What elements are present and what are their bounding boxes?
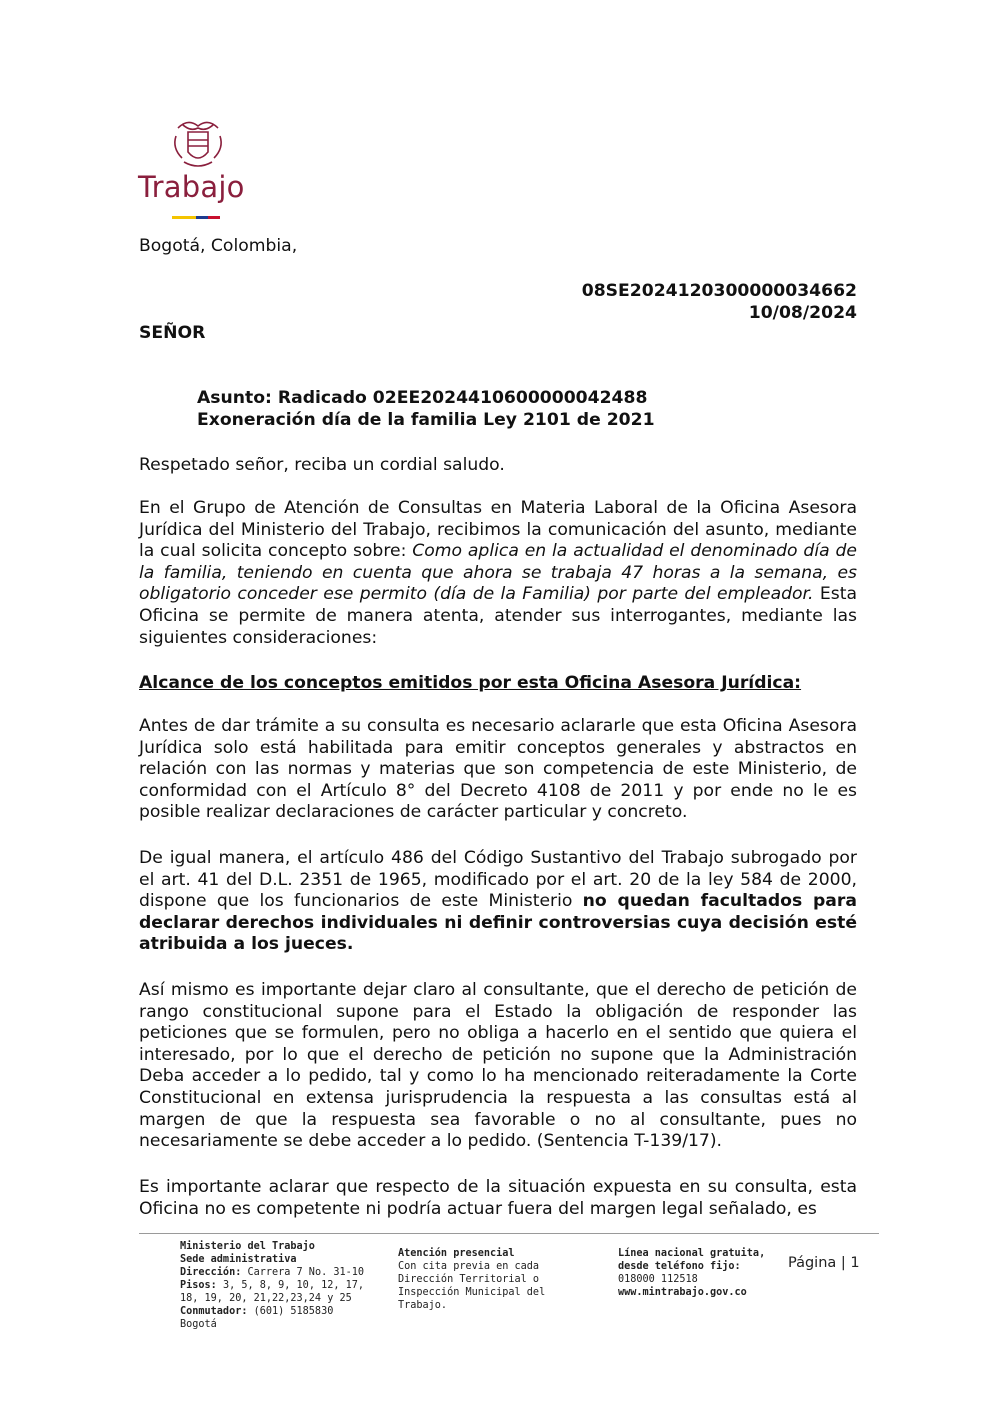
radicado-block xyxy=(582,281,857,324)
paragraph-normal-text: De igual manera, el artículo 486 del Código Sustantivo del Trabajo subrogado por el art. 41 del D.L. 2351 de 1965, modificado por el art. 20 de la ley 584 de 2000, dispone que los funcionarios de este Ministerio xyxy=(139,848,857,912)
paragraph-closing: Esta Oficina se permite de manera atenta, atender sus interrogantes, mediante las siguientes consideraciones: xyxy=(139,584,857,648)
conmutador-value: (601) 5185830 xyxy=(247,1306,334,1317)
hotline-title: Línea nacional gratuita, desde teléfono fijo: xyxy=(618,1248,766,1272)
footer-ministry: Ministerio del Trabajo xyxy=(180,1241,315,1252)
subject-block xyxy=(197,388,655,431)
footer-direccion xyxy=(180,1266,385,1279)
flag-stripe xyxy=(172,216,220,219)
recipient: SEÑOR xyxy=(139,323,206,343)
page-number: Página | 1 xyxy=(788,1255,860,1271)
paragraph-competence: Es importante aclarar que respecto de la situación expuesta en su consulta, esta Oficina no es competente ni podría actuar fuera del margen legal señalado, es xyxy=(139,1177,857,1219)
pisos-label: Pisos: xyxy=(180,1280,217,1291)
website-link[interactable]: www.mintrabajo.gov.co xyxy=(618,1287,747,1298)
subject-line-1: Asunto: Radicado 02EE2024410600000042488 xyxy=(197,388,648,408)
section-title: Alcance de los conceptos emitidos por esta Oficina Asesora Jurídica: xyxy=(139,673,802,693)
footer-contact xyxy=(618,1247,778,1299)
direccion-value: Carrera 7 No. 31-10 xyxy=(241,1267,365,1278)
subject-line-2: Exoneración día de la familia Ley 2101 de 2021 xyxy=(197,409,655,430)
footer-conmutador xyxy=(180,1305,385,1318)
footer-pisos xyxy=(180,1279,385,1305)
city-line: Bogotá, Colombia, xyxy=(139,236,298,256)
footer-divider xyxy=(139,1233,879,1234)
paragraph-bold-text: no quedan facultados para declarar derechos individuales ni definir controversias cuya decisión esté atribuida a los jueces. xyxy=(139,891,857,955)
paragraph-intro: En el Grupo de Atención de Consultas en Materia Laboral de la Oficina Asesora Jurídica del Ministerio del Trabajo, recibimos la comunicación del asunto, mediante la cual solicita concepto sobre: xyxy=(139,498,857,562)
coat-of-arms-icon xyxy=(168,118,228,170)
document-date: 10/08/2024 xyxy=(748,302,857,323)
paragraph-petition-right: Así mismo es importante dejar claro al consultante, que el derecho de petición de rango constitucional supone para el Estado la obligación de responder las peticiones que se formulen, pero no obliga a hacerlo en el sentido que quiera el interesado, por lo que el derecho de petición no supone que la Administración Deba acceder a lo pedido, tal y como lo ha mencionado reiteradamente la Corte Constitucional en extensa jurisprudencia la respuesta a las consultas está al margen de que la respuesta sea favorable o no al consultante, pues no necesariamente se debe acceder a lo pedido. (Sentencia T-139/17). xyxy=(139,980,857,1152)
direccion-label: Dirección: xyxy=(180,1267,242,1278)
attention-title: Atención presencial xyxy=(398,1248,515,1259)
footer-sede: Sede administrativa xyxy=(180,1254,297,1265)
paragraph-article-486 xyxy=(139,848,857,956)
paragraph-scope: Antes de dar trámite a su consulta es necesario aclararle que esta Oficina Asesora Jurídica solo está habilitada para emitir conceptos generales y abstractos en relación con las normas y materias que son competencia de este Ministerio, de conformidad con el Artículo 8° del Decreto 4108 de 2011 y por ende no le es posible realizar declaraciones de carácter particular y concreto. xyxy=(139,716,857,823)
logo-wordmark: Trabajo xyxy=(138,170,245,204)
paragraph-request xyxy=(139,498,857,649)
footer-attention xyxy=(398,1247,588,1312)
pisos-value: 3, 5, 8, 9, 10, 12, 17, 18, 19, 20, 21,22,23,24 y 25 xyxy=(180,1280,365,1304)
hotline-phone: 018000 112518 xyxy=(618,1274,698,1285)
attention-text: Con cita previa en cada Dirección Territorial o Inspección Municipal del Trabajo. xyxy=(398,1261,546,1311)
greeting: Respetado señor, reciba un cordial saludo. xyxy=(139,455,505,475)
consult-question: Como aplica en la actualidad el denominado día de la familia, teniendo en cuenta que ahora se trabaja 47 horas a la semana, es obligatorio conceder ese permito (día de la Familia) por parte del empleador. xyxy=(139,541,857,605)
footer-city: Bogotá xyxy=(180,1319,217,1330)
conmutador-label: Conmutador: xyxy=(180,1306,248,1317)
footer-address xyxy=(180,1240,385,1331)
radicado-number: 08SE2024120300000034662 xyxy=(581,281,857,301)
